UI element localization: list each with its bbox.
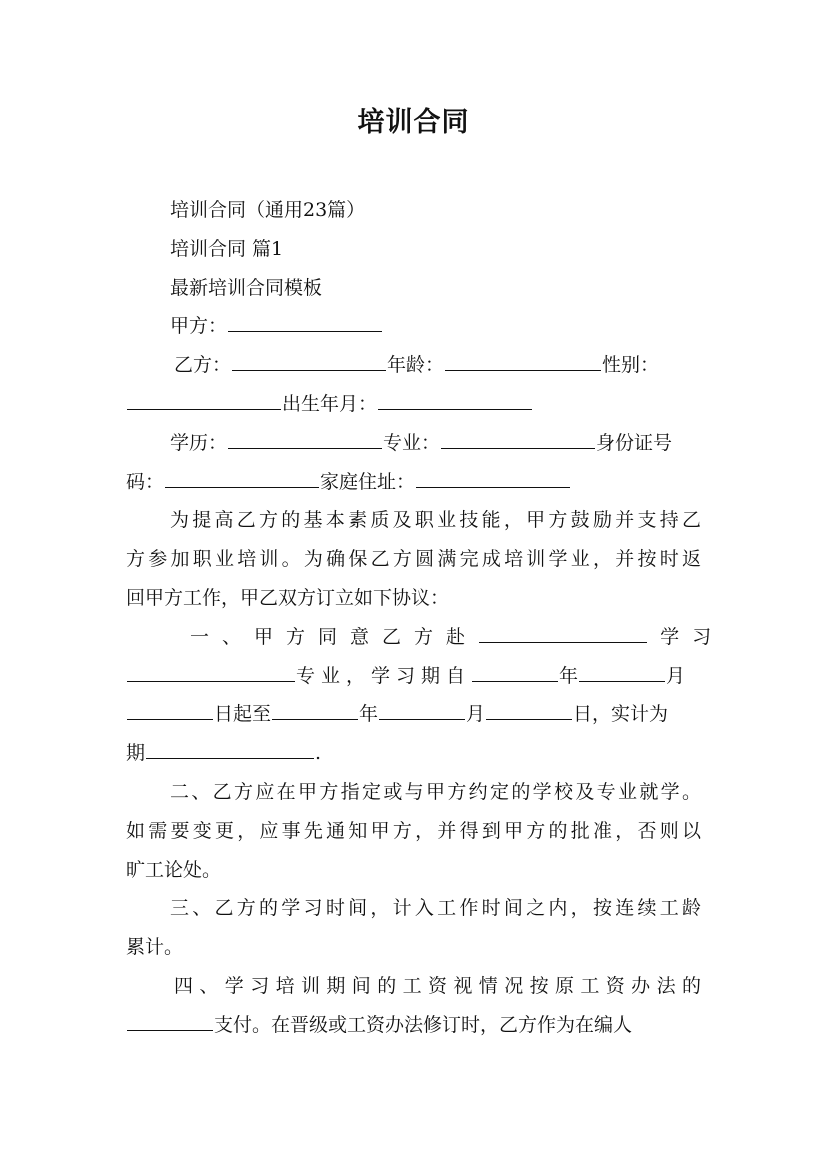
start-day-blank bbox=[127, 699, 213, 720]
clause-3-line: 累计。 bbox=[126, 936, 184, 959]
gender-blank bbox=[127, 389, 281, 410]
major-study-blank bbox=[127, 661, 295, 682]
clause-1-text: . bbox=[315, 742, 322, 765]
age-blank bbox=[445, 350, 601, 371]
education-label: 学历： bbox=[170, 431, 228, 454]
major-label: 专业： bbox=[383, 431, 441, 454]
gender-label: 性别： bbox=[602, 354, 660, 377]
clause-4-text: 支付。在晋级或工资办法修订时，乙方作为在编人 bbox=[214, 1013, 633, 1036]
clause-1-line bbox=[126, 695, 701, 734]
clause-1-text: 专业，学习期自 bbox=[296, 664, 472, 687]
education-line bbox=[126, 424, 701, 463]
address-label: 家庭住址： bbox=[320, 470, 416, 493]
party-b-blank bbox=[232, 350, 386, 371]
clause-2-line: 如需要变更，应事先通知甲方，并得到甲方的批准，否则以 bbox=[126, 819, 701, 842]
clause-1-line bbox=[126, 618, 725, 657]
clause-4-line: 四、学习培训期间的工资视情况按原工资办法的 bbox=[174, 974, 701, 997]
clause-2-line: 旷工论处。 bbox=[126, 858, 222, 881]
start-year-blank bbox=[472, 661, 558, 682]
document-body bbox=[126, 191, 725, 1045]
party-a-line bbox=[126, 307, 701, 346]
age-label: 年龄： bbox=[387, 354, 445, 377]
party-b-label: 乙方： bbox=[174, 354, 232, 377]
clause-3-line: 三、乙方的学习时间，计入工作时间之内，按连续工龄 bbox=[170, 897, 701, 920]
paragraph-line: 回甲方工作，甲乙双方订立如下协议： bbox=[126, 586, 450, 609]
start-month-blank bbox=[579, 661, 665, 682]
document-title: 培训合同 bbox=[357, 107, 470, 138]
address-line bbox=[126, 463, 701, 502]
birth-blank bbox=[378, 389, 532, 410]
clause-1-text: 日起至 bbox=[214, 703, 272, 726]
birth-line bbox=[126, 385, 701, 424]
clause-4-line bbox=[126, 1006, 701, 1045]
id-label-suffix: 码： bbox=[126, 470, 165, 493]
birth-label: 出生年月： bbox=[282, 392, 378, 415]
id-label: 身份证号 bbox=[596, 431, 673, 454]
paragraph-line: 方参加职业培训。为确保乙方圆满完成培训学业，并按时返 bbox=[126, 548, 701, 571]
education-blank bbox=[228, 428, 382, 449]
clause-1-text: 学习 bbox=[660, 625, 725, 648]
clause-1-line bbox=[126, 734, 701, 773]
section-line: 培训合同 篇1 bbox=[170, 237, 284, 260]
clause-1-text: 年 bbox=[559, 664, 579, 687]
clause-1-text: 年 bbox=[359, 703, 379, 726]
party-a-label: 甲方： bbox=[170, 315, 228, 338]
paragraph-line: 为提高乙方的基本素质及职业技能，甲方鼓励并支持乙 bbox=[170, 509, 701, 532]
end-day-blank bbox=[486, 699, 572, 720]
end-month-blank bbox=[379, 699, 465, 720]
salary-blank bbox=[127, 1010, 213, 1031]
clause-1-text: 月 bbox=[666, 664, 686, 687]
clause-1-text: 一、甲方同意乙方赴 bbox=[190, 625, 479, 648]
major-blank bbox=[441, 428, 595, 449]
period-blank bbox=[146, 738, 314, 759]
clause-2-line: 二、乙方应在甲方指定或与甲方约定的学校及专业就学。 bbox=[170, 780, 701, 803]
clause-1-text: 期 bbox=[126, 742, 146, 765]
clause-1-line bbox=[126, 657, 701, 696]
party-a-blank bbox=[228, 311, 382, 332]
end-year-blank bbox=[272, 699, 358, 720]
clause-1-text: 日，实计为 bbox=[573, 703, 669, 726]
clause-1-text: 月 bbox=[466, 703, 486, 726]
school-blank bbox=[479, 622, 647, 643]
id-blank bbox=[165, 467, 319, 488]
heading-line: 培训合同（通用23篇） bbox=[170, 199, 366, 221]
subheading-line: 最新培训合同模板 bbox=[170, 276, 323, 299]
party-b-line bbox=[126, 346, 701, 385]
address-blank bbox=[416, 467, 570, 488]
